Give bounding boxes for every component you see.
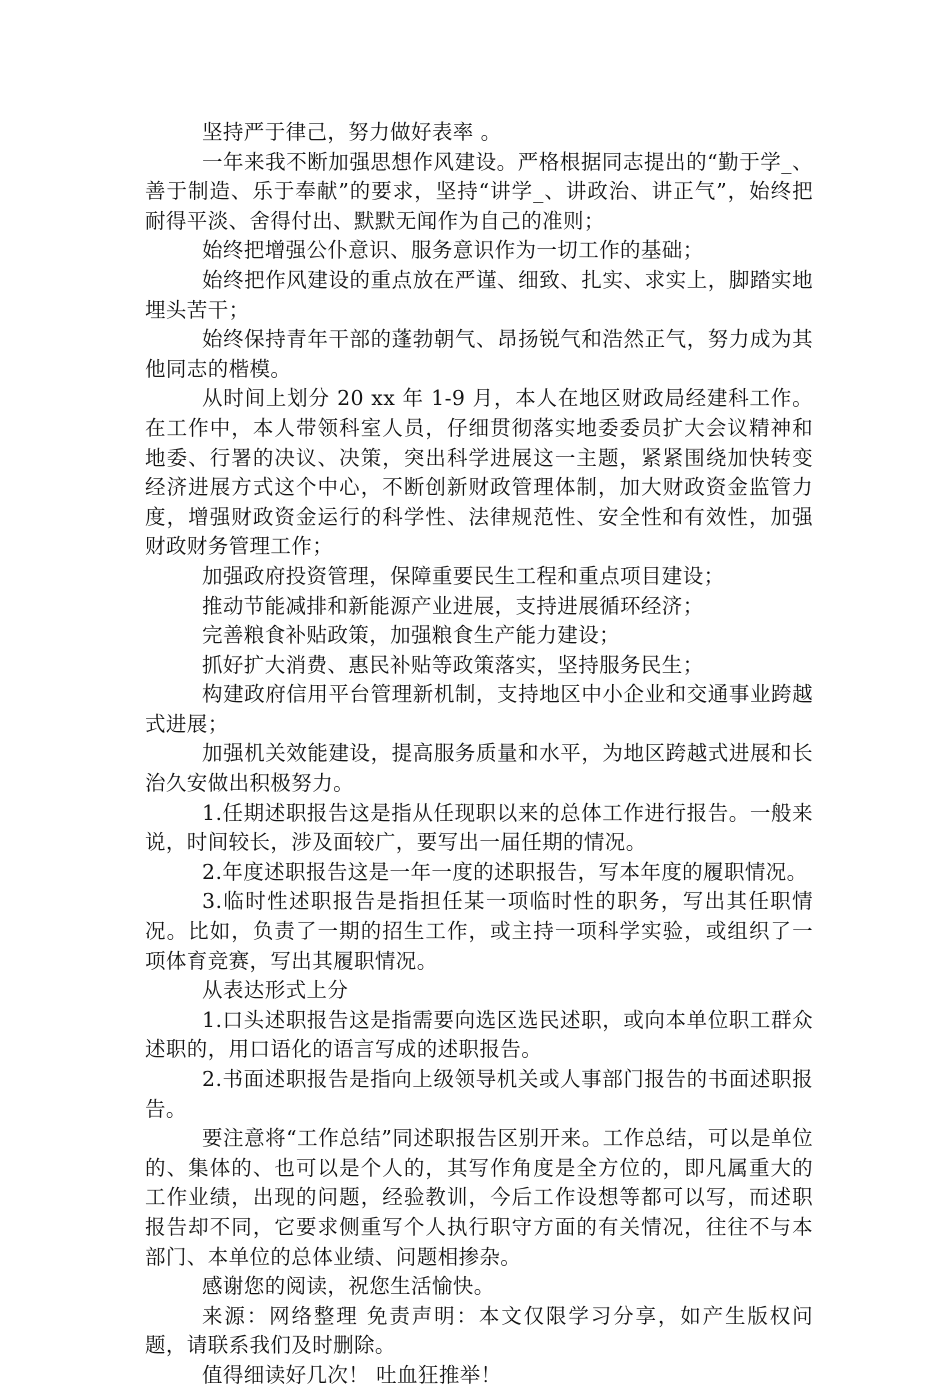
paragraph: 加强机关效能建设，提高服务质量和水平，为地区跨越式进展和长治久安做出积极努力。 xyxy=(145,741,813,796)
paragraph: 从表达形式上分 xyxy=(202,978,349,1003)
paragraph: 始终把增强公仆意识、服务意识作为一切工作的基础； xyxy=(202,238,704,263)
paragraph: 来源：网络整理 免责声明：本文仅限学习分享，如产生版权问题，请联系我们及时删除。 xyxy=(145,1303,813,1358)
paragraph: 值得细读好几次！ 吐血狂推举！ xyxy=(202,1362,502,1387)
paragraph: 2.年度述职报告这是一年一度的述职报告，写本年度的履职情况。 xyxy=(202,859,808,884)
paragraph: 从时间上划分 20 xx 年 1-9 月，本人在地区财政局经建科工作。在工作中，本人带领科室人员，仔细贯彻落实地委委员扩大会议精神和地委、行署的决议、决策，突出科学进展这一主题，紧紧围绕加快转变经济进展方式这个中心，不断创新财政管理体制，加大财政资金监管力度，增强财政资金运行的科学性、法律规范性、安全性和有效性，加强财政财务管理工作； xyxy=(145,386,813,559)
document-page xyxy=(145,118,813,1391)
paragraph: 坚持严于律己，努力做好表率 。 xyxy=(202,120,502,144)
paragraph: 2.书面述职报告是指向上级领导机关或人事部门报告的书面述职报告。 xyxy=(145,1067,813,1121)
paragraph: 始终把作风建设的重点放在严谨、细致、扎实、求实上，脚踏实地埋头苦干； xyxy=(145,267,813,322)
paragraph: 感谢您的阅读，祝您生活愉快。 xyxy=(202,1274,495,1299)
paragraph: 一年来我不断加强思想作风建设。严格根据同志提出的“勤于学_、善于制造、乐于奉献”的要求，坚持“讲学_、讲政治、讲正气”，始终把耐得平淡、舍得付出、默默无闻作为自己的准则； xyxy=(145,149,813,233)
paragraph: 加强政府投资管理，保障重要民生工程和重点项目建设； xyxy=(202,563,725,588)
paragraph: 要注意将“工作总结”同述职报告区别开来。工作总结，可以是单位的、集体的、也可以是个人的，其写作角度是全方位的，即凡属重大的工作业绩，出现的问题，经验教训，今后工作设想等都可以写，而述职报告却不同，它要求侧重写个人执行职守方面的有关情况，往往不与本部门、本单位的总体业绩、问题相掺杂。 xyxy=(145,1126,813,1269)
paragraph: 1.口头述职报告这是指需要向选区选民述职，或向本单位职工群众述职的，用口语化的语言写成的述职报告。 xyxy=(145,1007,813,1062)
paragraph: 构建政府信用平台管理新机制，支持地区中小企业和交通事业跨越式进展； xyxy=(145,682,813,736)
paragraph: 推动节能减排和新能源产业进展，支持进展循环经济； xyxy=(202,593,704,618)
paragraph: 3.临时性述职报告是指担任某一项临时性的职务，写出其任职情况。比如，负责了一期的招生工作，或主持一项科学实验，或组织了一项体育竞赛，写出其履职情况。 xyxy=(145,889,813,973)
paragraph: 始终保持青年干部的蓬勃朝气、昂扬锐气和浩然正气，努力成为其他同志的楷模。 xyxy=(145,327,813,381)
paragraph: 1.任期述职报告这是指从任现职以来的总体工作进行报告。一般来说，时间较长，涉及面较广，要写出一届任期的情况。 xyxy=(145,800,813,855)
paragraph: 抓好扩大消费、惠民补贴等政策落实，坚持服务民生； xyxy=(202,652,704,677)
paragraph: 完善粮食补贴政策，加强粮食生产能力建设； xyxy=(202,623,620,648)
